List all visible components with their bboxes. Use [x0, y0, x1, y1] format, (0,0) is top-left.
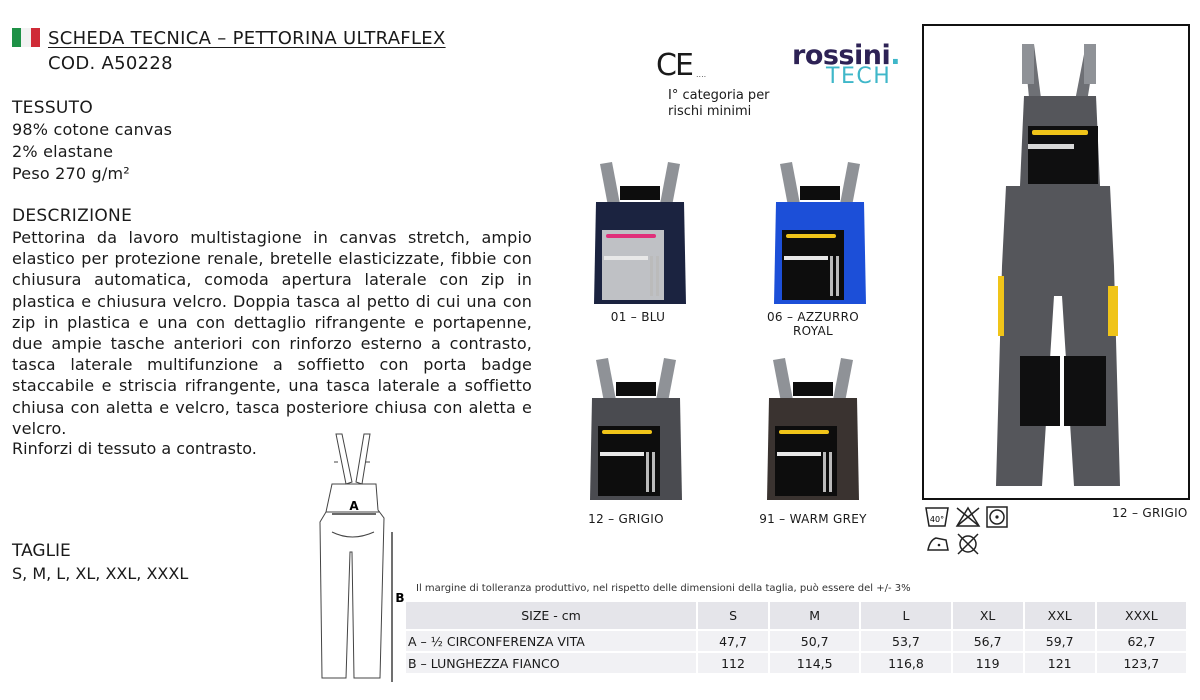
main-product-label: 12 – GRIGIO: [1112, 506, 1188, 520]
category-line: I° categoria per: [668, 88, 770, 103]
color-swatch-image: [765, 356, 861, 502]
table-header-cell: S: [698, 602, 770, 629]
measure-b-label: B: [395, 591, 405, 605]
table-cell: 112: [698, 651, 770, 673]
tessuto-line: Peso 270 g/m²: [12, 164, 130, 183]
size-table: [406, 602, 1188, 673]
wash-40-icon: [926, 508, 948, 526]
iron-icon: [928, 538, 948, 550]
table-row: [406, 651, 1188, 673]
color-label: 06 – AZZURRO ROYAL: [766, 310, 860, 338]
table-row: [406, 629, 1188, 651]
color-swatch-image: [592, 160, 688, 306]
measure-a-label: A: [349, 499, 359, 513]
category-line: rischi minimi: [668, 104, 752, 119]
descrizione-extra: Rinforzi di tessuto a contrasto.: [12, 439, 257, 458]
table-cell: 123,7: [1097, 651, 1188, 673]
table-header-cell: XL: [953, 602, 1025, 629]
main-product-image: [924, 26, 1188, 498]
table-cell: 114,5: [770, 651, 861, 673]
table-cell: 50,7: [770, 629, 861, 651]
taglie-values: S, M, L, XL, XXL, XXXL: [12, 564, 189, 583]
brand-dot: .: [890, 40, 901, 71]
table-header-cell: L: [861, 602, 952, 629]
brand-sub: TECH: [826, 64, 892, 89]
main-product-frame: [922, 24, 1190, 500]
table-cell: 121: [1025, 651, 1097, 673]
care-icons: [924, 504, 1014, 558]
tumble-dry-icon: [987, 507, 1007, 527]
color-label: 01 – BLU: [610, 310, 666, 324]
descrizione-text: Pettorina da lavoro multistagione in canvas stretch, ampio elastico per protezione renale, bretelle elasticizzate, fibbie con chiusura automatica, comoda apertura laterale con zip in plastica e chiusura velcro. Doppia tasca al petto di cui una con zip in plastica e una con dettaglio rifrangente e portapenne, due ampie tasche anteriori con rinforzo esterno a contrasto, tasca laterale multifunzione a soffietto con porta badge staccabile e striscia rifrangente, una tasca laterale a soffietto chiusa con aletta e velcro, tasca posteriore chiusa con aletta e velcro.: [12, 228, 532, 438]
table-cell: 116,8: [861, 651, 952, 673]
table-cell: A – ½ CIRCONFERENZA VITA: [406, 629, 698, 651]
ce-dots: ....: [696, 70, 707, 79]
certification-category: [668, 88, 770, 120]
descrizione-heading: DESCRIZIONE: [12, 206, 133, 226]
table-cell: 56,7: [953, 629, 1025, 651]
table-cell: 59,7: [1025, 629, 1097, 651]
tessuto-line: 2% elastane: [12, 142, 114, 161]
italian-flag-icon: [12, 28, 40, 47]
table-cell: 53,7: [861, 629, 952, 651]
table-cell: B – LUNGHEZZA FIANCO: [406, 651, 698, 673]
color-label: 91 – WARM GREY: [759, 512, 867, 526]
table-header-cell: SIZE - cm: [406, 602, 698, 629]
tolerance-note: Il margine di tolleranza produttivo, nel rispetto delle dimensioni della taglia, può essere del +/- 3%: [416, 583, 911, 594]
tessuto-heading: TESSUTO: [12, 98, 94, 118]
table-header-cell: M: [770, 602, 861, 629]
table-cell: 47,7: [698, 629, 770, 651]
product-code: COD. A50228: [48, 53, 173, 74]
wash-temp: 40°: [929, 515, 945, 524]
ce-mark: CE: [656, 48, 692, 83]
color-label: 12 – GRIGIO: [588, 512, 664, 526]
tessuto-line: 98% cotone canvas: [12, 120, 173, 139]
no-bleach-icon: [957, 508, 979, 526]
table-header-cell: XXL: [1025, 602, 1097, 629]
table-cell: 62,7: [1097, 629, 1188, 651]
size-diagram: [318, 432, 408, 690]
table-header-row: [406, 602, 1188, 629]
table-header-cell: XXXL: [1097, 602, 1188, 629]
brand-name: rossini: [792, 40, 891, 71]
color-swatch-image: [772, 160, 868, 306]
color-swatch-image: [588, 356, 684, 502]
page-title: SCHEDA TECNICA – PETTORINA ULTRAFLEX: [48, 28, 446, 49]
table-cell: 119: [953, 651, 1025, 673]
no-dry-clean-icon: [958, 534, 978, 554]
taglie-heading: TAGLIE: [12, 541, 71, 561]
